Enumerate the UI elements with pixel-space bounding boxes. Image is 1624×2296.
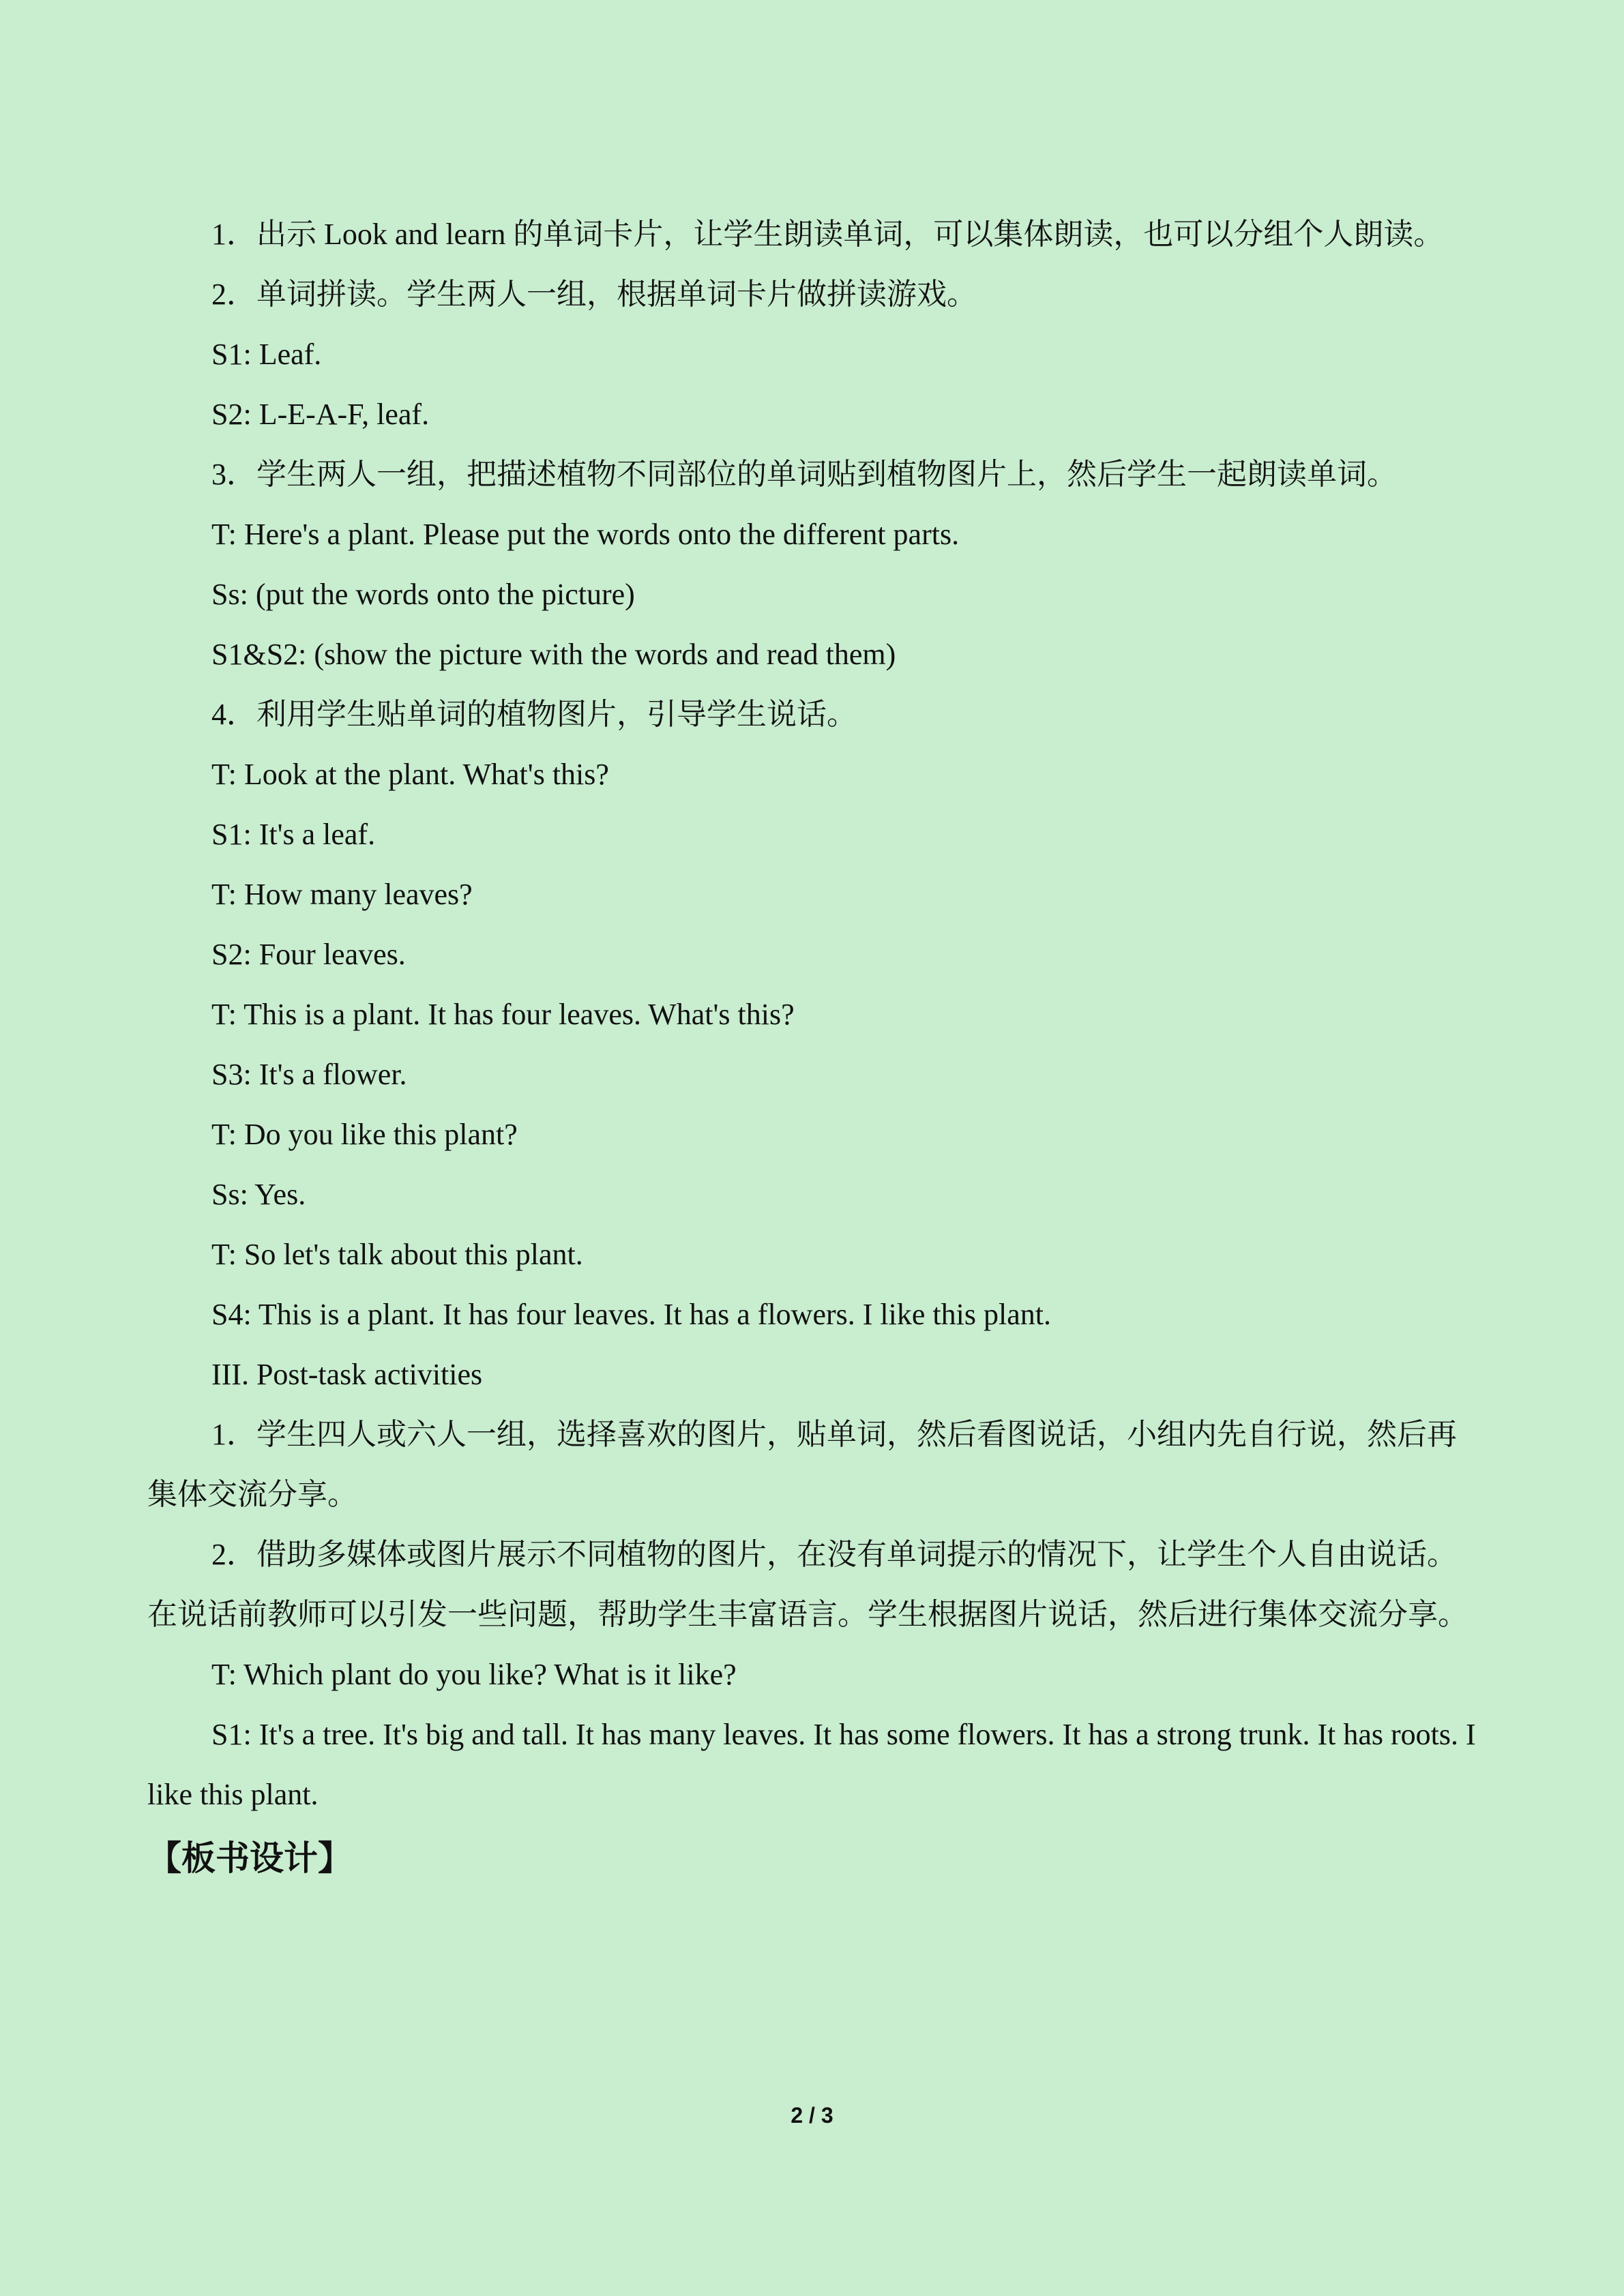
dialogue-line: T: Look at the plant. What's this?	[211, 758, 609, 791]
paragraph-step-1: 1．出示 Look and learn 的单词卡片，让学生朗读单词，可以集体朗读，也可以分组个人朗读。	[211, 218, 1444, 251]
dialogue-line: T: Do you like this plant?	[211, 1118, 518, 1151]
dialogue-line: S1&S2: (show the picture with the words and read them)	[211, 638, 896, 671]
page-number: 2 / 3	[791, 2103, 833, 2128]
dialogue-line: T: Here's a plant. Please put the words onto the different parts.	[211, 518, 960, 551]
dialogue-line: T: So let's talk about this plant.	[211, 1238, 583, 1271]
paragraph-step-2: 2．单词拼读。学生两人一组，根据单词卡片做拼读游戏。	[211, 278, 977, 311]
paragraph-step-3: 3．学生两人一组，把描述植物不同部位的单词贴到植物图片上，然后学生一起朗读单词。	[211, 458, 1397, 491]
dialogue-line: S1: Leaf.	[211, 338, 322, 371]
dialogue-line: S3: It's a flower.	[211, 1058, 407, 1091]
dialogue-line: S2: Four leaves.	[211, 938, 406, 971]
paragraph-step-4: 4．利用学生贴单词的植物图片，引导学生说话。	[211, 698, 857, 731]
section-heading-board-design: 【板书设计】	[147, 1838, 352, 1878]
dialogue-line: Ss: Yes.	[211, 1178, 306, 1211]
dialogue-line: T: Which plant do you like? What is it like?	[211, 1658, 737, 1691]
paragraph-post-step-2: 2．借助多媒体或图片展示不同植物的图片，在没有单词提示的情况下，让学生个人自由说话。在说话前教师可以引发一些问题，帮助学生丰富语言。学生根据图片说话，然后进行集体交流分享。	[147, 1538, 1468, 1631]
section-label-post-task: III. Post-task activities	[211, 1358, 483, 1391]
paragraph-post-step-1: 1．学生四人或六人一组，选择喜欢的图片，贴单词，然后看图说话，小组内先自行说，然后再集体交流分享。	[147, 1418, 1457, 1511]
dialogue-line: S1: It's a leaf.	[211, 818, 376, 851]
dialogue-line: Ss: (put the words onto the picture)	[211, 578, 635, 611]
dialogue-line: T: This is a plant. It has four leaves. What's this?	[211, 998, 795, 1031]
dialogue-line: S4: This is a plant. It has four leaves. It has a flowers. I like this plant.	[211, 1298, 1051, 1331]
dialogue-line: S2: L-E-A-F, leaf.	[211, 398, 430, 431]
dialogue-line: S1: It's a tree. It's big and tall. It has many leaves. It has some flowers. It has a strong trunk. It has roots. I like this plant.	[147, 1718, 1476, 1811]
dialogue-line: T: How many leaves?	[211, 878, 473, 911]
document-body	[147, 205, 1479, 1889]
